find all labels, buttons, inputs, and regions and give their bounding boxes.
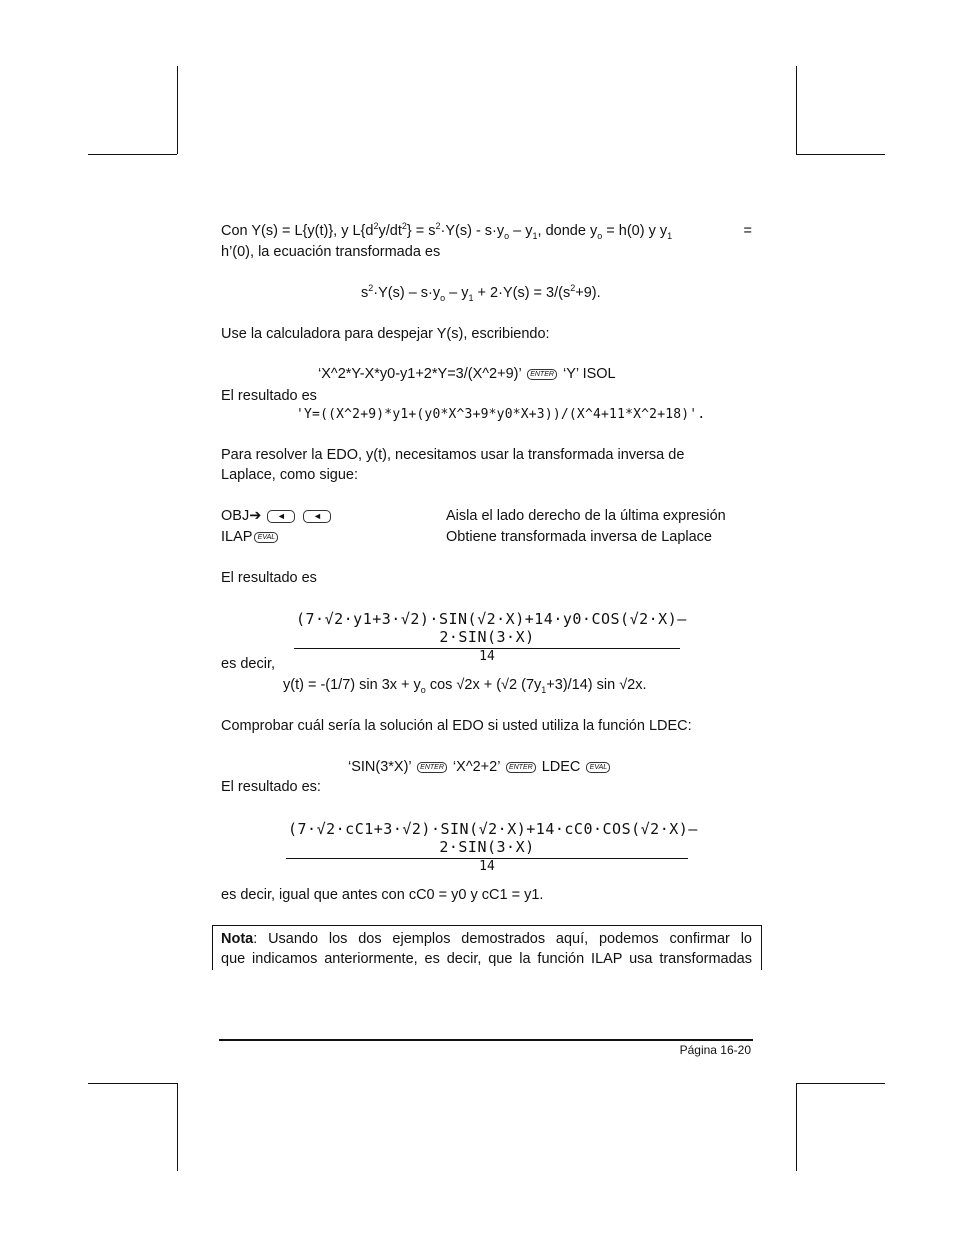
crop-mark-top-left-horizontal (88, 154, 177, 155)
crop-mark-top-right-horizontal (796, 154, 885, 155)
enter-key-2[interactable]: ENTER (506, 762, 536, 773)
comprobar-text: Comprobar cuál sería la solución al EDO si usted utiliza la función LDEC: (221, 718, 692, 734)
intro-line-2: h’(0), la ecuación transformada es (221, 244, 441, 260)
yt-solution: y(t) = -(1/7) $\sin 3x + y_o$ cos √2x + (√2 $(7y_1+3)/14$) sin √2x. (283, 677, 647, 695)
edo-paragraph-line-2: Laplace, como sigue: (221, 467, 359, 483)
ldec-result-denominator: 14 (479, 859, 495, 874)
es-decir-1: es decir, (221, 656, 275, 672)
step-obj-description: Aisla el lado derecho de la última expresión (446, 508, 726, 524)
left-arrow-key-2[interactable]: ◄ (303, 510, 331, 523)
intro-line-1-text: Con Y(s) = L{y(t)}, y $L\{d^2y/dt^2\} = s^2\cdot Y(s) - s\cdot y_o - y_1$, donde $y_o = h(0)$ y $y_1$ (221, 221, 673, 241)
crop-mark-top-left-vertical (177, 66, 178, 154)
ilap-result-fraction (294, 610, 687, 665)
enter-key-1[interactable]: ENTER (417, 762, 447, 773)
result-label-3: El resultado es: (221, 779, 321, 795)
ldec-command-line (348, 758, 612, 776)
note-line-2: que indicamos anteriormente, es decir, que la función ILAP usa transformadas (221, 951, 752, 967)
note-line-1 (221, 930, 752, 948)
ldec-expr-1: ‘SIN(3*X)’ (348, 759, 412, 775)
intro-line-1 (221, 222, 752, 240)
crop-mark-top-right-vertical (796, 66, 797, 154)
crop-mark-bottom-right-vertical (796, 1083, 797, 1171)
step-obj-command (221, 507, 333, 525)
note-label: Nota (221, 931, 254, 947)
result-1-expression: 'Y=((X^2+9)*y1+(y0*X^3+9*y0*X+3))/(X^4+11*X^2+18)'. (296, 407, 706, 422)
use-calculator-text: Use la calculadora para despejar Y(s), escribiendo: (221, 326, 550, 342)
isol-command-line (318, 365, 616, 383)
ldec-command-label: LDEC (541, 759, 581, 775)
page-number: Página 16-20 (679, 1043, 751, 1057)
crop-mark-bottom-right-horizontal (796, 1083, 885, 1084)
ldec-expr-2: ‘X^2+2’ (452, 759, 500, 775)
intro-line-1-end: = (743, 223, 752, 239)
ilap-result-denominator: 14 (479, 649, 495, 664)
edo-paragraph-line-1: Para resolver la EDO, y(t), necesitamos usar la transformada inversa de (221, 447, 685, 463)
crop-mark-bottom-left-vertical (177, 1083, 178, 1171)
note-line-1-text: : Usando los dos ejemplos demostrados aquí, podemos confirmar lo (253, 931, 752, 947)
step-ilap-command (221, 528, 280, 546)
transformed-equation: $s^2\cdot Y(s) - s\cdot y_o - y_1 + 2\cdot Y(s) = 3/(s^2+9)$. (361, 283, 601, 303)
es-decir-2: es decir, igual que antes con cC0 = y0 y cC1 = y1. (221, 887, 544, 903)
isol-rest: ‘Y’ ISOL (562, 366, 616, 382)
result-label-2: El resultado es (221, 570, 317, 586)
ldec-result-fraction (286, 820, 698, 875)
ilap-result-numerator: (7·√2·y1+3·√2)·SIN(√2·X)+14·y0·COS(√2·X)–2·SIN(3·X) (294, 610, 680, 649)
footer-rule (219, 1039, 753, 1041)
ldec-result-numerator: (7·√2·cC1+3·√2)·SIN(√2·X)+14·cC0·COS(√2·X)–2·SIN(3·X) (286, 820, 688, 859)
enter-key[interactable]: ENTER (527, 369, 557, 380)
result-label-1: El resultado es (221, 388, 317, 404)
step-ilap-description: Obtiene transformada inversa de Laplace (446, 529, 712, 545)
left-arrow-key-1[interactable]: ◄ (267, 510, 295, 523)
ilap-command-label: ILAP (221, 529, 253, 545)
eval-key[interactable]: EVAL (254, 532, 278, 543)
eval-key-2[interactable]: EVAL (586, 762, 610, 773)
isol-expression: ‘X^2*Y-X*y0-y1+2*Y=3/(X^2+9)’ (318, 366, 522, 382)
crop-mark-bottom-left-horizontal (88, 1083, 177, 1084)
obj-command-label: OBJ➔ (221, 508, 262, 524)
